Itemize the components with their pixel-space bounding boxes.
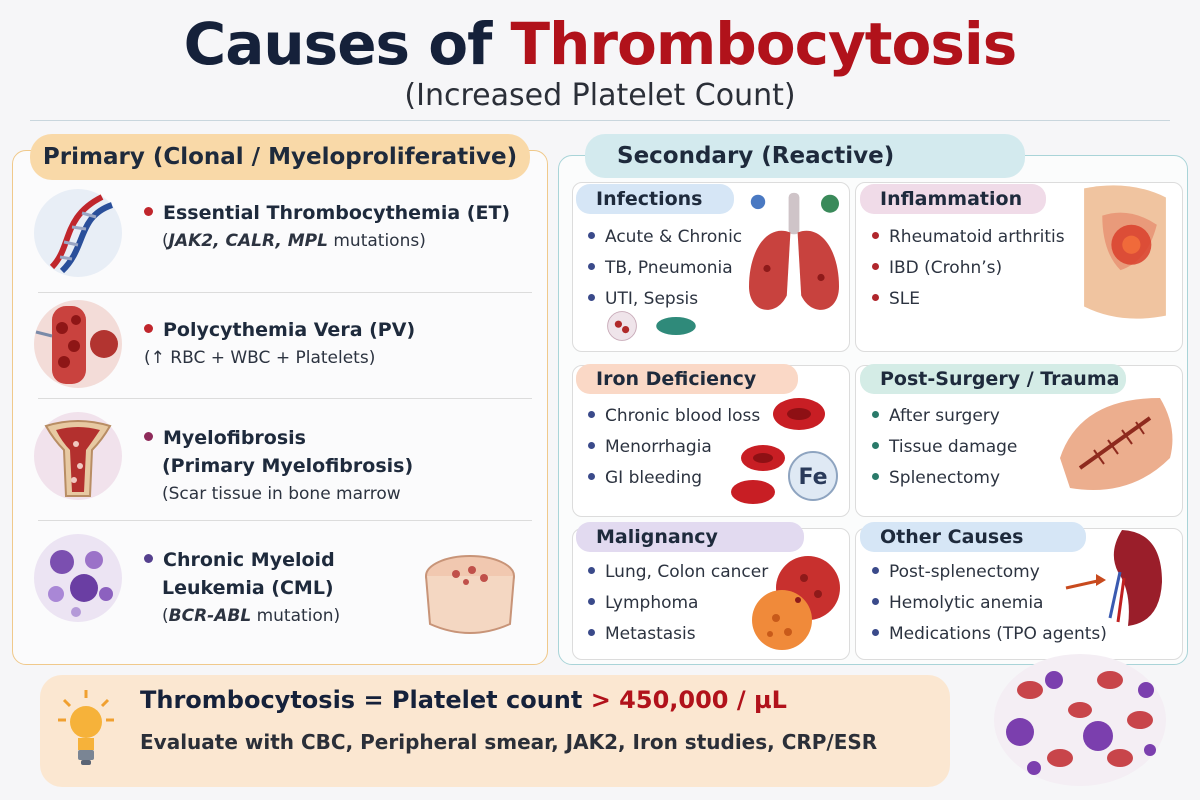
card-iron-tag: Iron Deficiency xyxy=(576,364,798,394)
et-desc: (JAK2, CALR, MPL mutations) xyxy=(162,231,426,251)
bullet-dot xyxy=(144,432,153,441)
list-item: Splenectomy xyxy=(872,463,1017,494)
primary-header: Primary (Clonal / Myeloproliferative) xyxy=(30,134,530,180)
mf-name-line1: Myelofibrosis xyxy=(163,427,306,449)
summary-threshold: > 450,000 / µL xyxy=(590,686,787,714)
knee-joint-icon xyxy=(1075,172,1175,332)
list-item: Tissue damage xyxy=(872,432,1017,463)
title-part2: Thrombocytosis xyxy=(510,10,1017,78)
card-infections-tag: Infections xyxy=(576,184,734,214)
iron-rbc-icon xyxy=(728,392,840,512)
pv-name: Polycythemia Vera (PV) xyxy=(163,319,416,341)
page-title xyxy=(0,10,1200,78)
separator xyxy=(38,398,532,399)
bacteria-icon xyxy=(598,308,718,344)
list-item: GI bleeding xyxy=(588,463,760,494)
secondary-header: Secondary (Reactive) xyxy=(585,134,1025,178)
page-subtitle: (Increased Platelet Count) xyxy=(404,78,796,113)
pv-desc: (↑ RBC + WBC + Platelets) xyxy=(144,348,376,368)
cml-desc-rest: mutation) xyxy=(251,606,341,626)
lightbulb-icon xyxy=(58,688,114,768)
separator xyxy=(38,520,532,521)
list-item: UTI, Sepsis xyxy=(588,284,742,315)
blood-vessel-icon xyxy=(32,298,124,390)
primary-item-myelofibrosis xyxy=(32,404,532,516)
list-item: SLE xyxy=(872,284,1065,315)
list-item: After surgery xyxy=(872,401,1017,432)
primary-item-pv xyxy=(32,298,532,398)
list-item: Menorrhagia xyxy=(588,432,760,463)
list-item: Lymphoma xyxy=(588,588,768,619)
card-surgery-list xyxy=(872,401,1017,494)
bullet-dot xyxy=(144,324,153,333)
bullet-dot xyxy=(144,207,153,216)
bone-marrow-icon xyxy=(32,410,124,502)
cml-desc-open: ( xyxy=(162,606,169,626)
et-name: Essential Thrombocythemia (ET) xyxy=(163,202,511,224)
cml-name-line1: Chronic Myeloid xyxy=(163,549,335,571)
cml-desc xyxy=(162,602,340,630)
bullet-dot xyxy=(144,554,153,563)
mf-desc: (Scar tissue in bone marrow xyxy=(162,484,401,504)
card-inflammation-tag: Inflammation xyxy=(860,184,1046,214)
card-surgery-tag: Post-Surgery / Trauma xyxy=(860,364,1126,394)
card-other-tag: Other Causes xyxy=(860,522,1086,552)
list-item: TB, Pneumonia xyxy=(588,253,742,284)
title-part1: Causes of xyxy=(183,10,511,78)
primary-item-cml xyxy=(32,526,532,656)
cml-gene: BCR-ABL xyxy=(168,606,252,626)
separator xyxy=(38,292,532,293)
summary-definition xyxy=(140,686,787,714)
dna-icon xyxy=(32,187,124,279)
et-desc-rest: mutations xyxy=(327,231,420,251)
lungs-icon xyxy=(740,185,848,325)
card-malignancy-list xyxy=(588,557,768,650)
mf-name-line2: (Primary Myelofibrosis) xyxy=(162,455,414,477)
cml-name-line2: Leukemia (CML) xyxy=(162,577,334,599)
list-item: Lung, Colon cancer xyxy=(588,557,768,588)
title-divider xyxy=(30,120,1170,121)
spleen-icon xyxy=(1062,522,1172,642)
leukemia-cells-icon xyxy=(32,532,124,624)
list-item: Metastasis xyxy=(588,619,768,650)
tumor-icon xyxy=(748,548,848,658)
list-item: Medications (TPO agents) xyxy=(872,619,1107,650)
list-item: Acute & Chronic xyxy=(588,222,742,253)
et-genes: JAK2, CALR, MPL xyxy=(168,231,328,251)
wound-icon xyxy=(1050,388,1180,498)
list-item: Chronic blood loss xyxy=(588,401,760,432)
bone-marrow-tissue-icon xyxy=(420,546,520,646)
card-inflammation-list xyxy=(872,222,1065,315)
primary-item-et xyxy=(32,185,532,285)
blood-smear-icon xyxy=(990,650,1170,790)
list-item: Hemolytic anemia xyxy=(872,588,1107,619)
card-infections-list xyxy=(588,222,742,315)
svg-text:Fe: Fe xyxy=(798,465,828,490)
card-malignancy-tag: Malignancy xyxy=(576,522,804,552)
list-item: Post-splenectomy xyxy=(872,557,1107,588)
list-item: IBD (Crohn’s) xyxy=(872,253,1065,284)
summary-definition-label: Thrombocytosis = Platelet count xyxy=(140,686,591,714)
list-item: Rheumatoid arthritis xyxy=(872,222,1065,253)
summary-evaluation: Evaluate with CBC, Peripheral smear, JAK2, Iron studies, CRP/ESR xyxy=(140,730,878,754)
